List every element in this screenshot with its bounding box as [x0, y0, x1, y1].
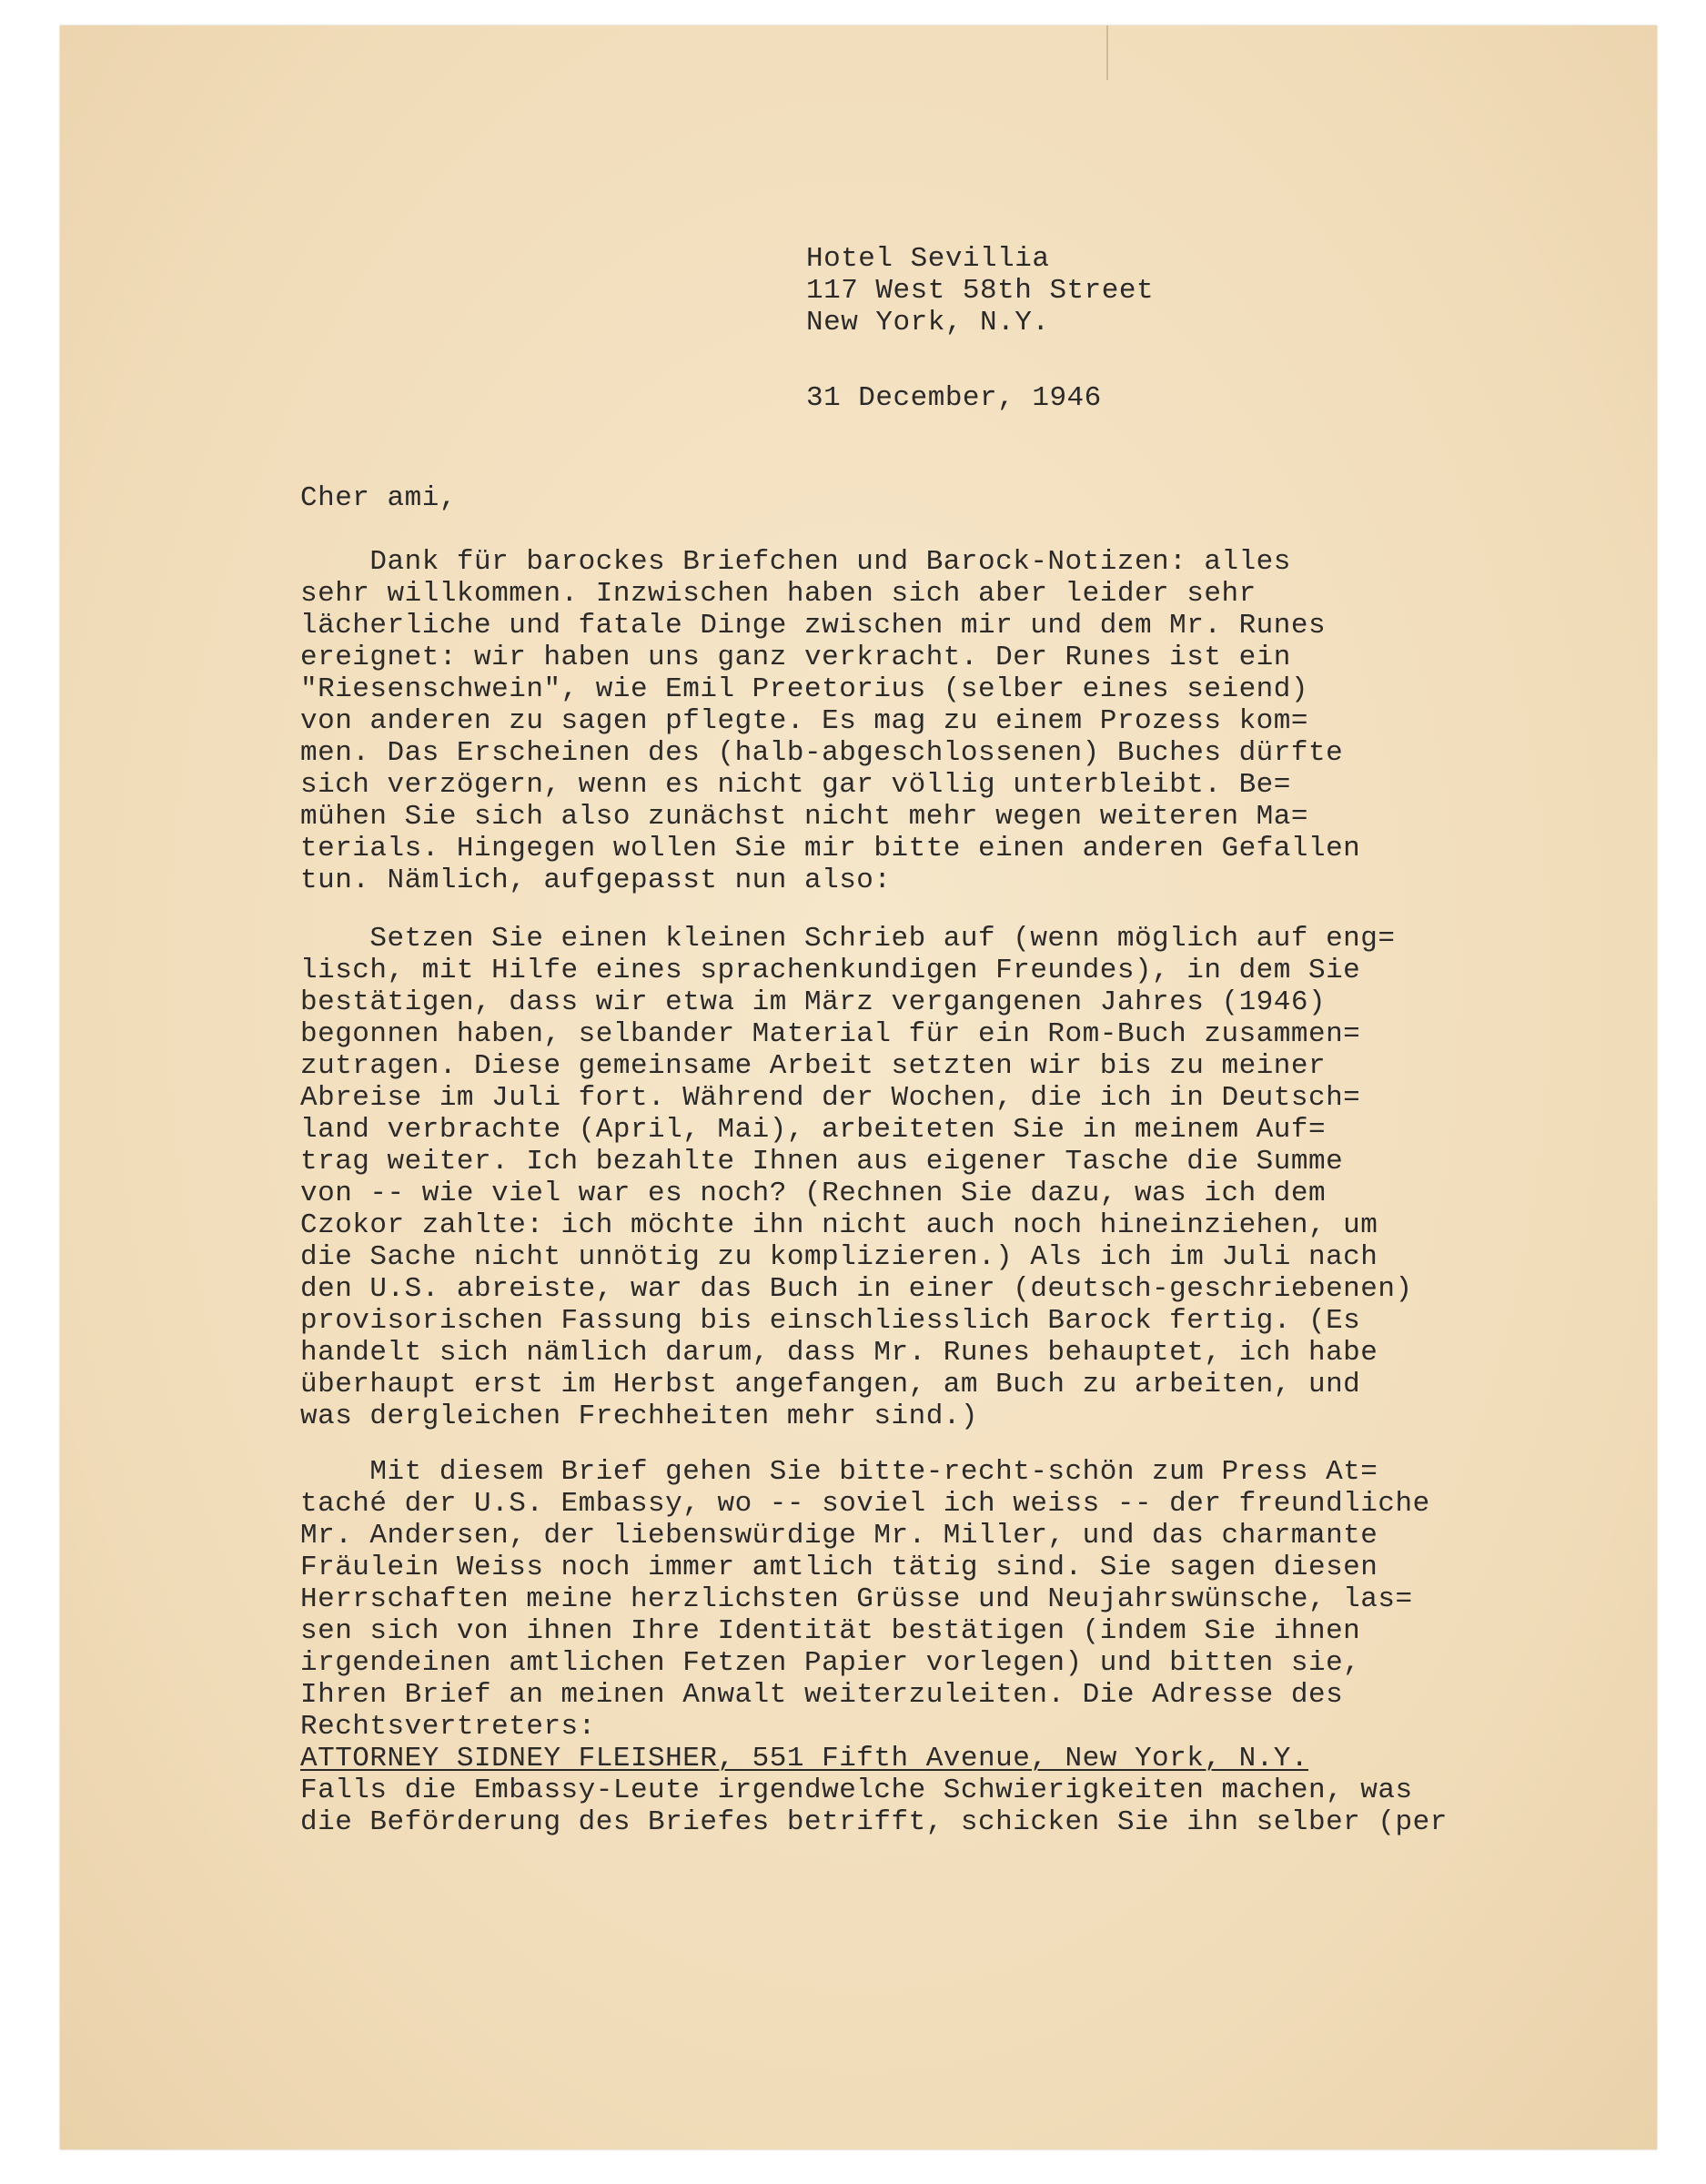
letter-date: 31 December, 1946	[806, 382, 1102, 414]
attorney-address-line: ATTORNEY SIDNEY FLEISHER, 551 Fifth Avenue, New York, N.Y.	[300, 1743, 1308, 1774]
paragraph-3	[300, 1456, 1448, 1838]
paragraph-3-body: Mit diesem Brief gehen Sie bitte-recht-schön zum Press At= taché der U.S. Embassy, wo -- soviel ich weiss -- der freundliche Mr. Andersen, der liebenswürdige Mr. Miller, und das charmante Fräulein Weiss noch immer amtlich tätig sind. Sie sagen diesen Herrschaften meine herzlichsten Grüsse und Neujahrswünsche, las= sen sich von ihnen Ihre Identität bestätigen (indem Sie ihnen irgendeinen amtlichen Fetzen Papier vorlegen) und bitten sie, Ihren Brief an meinen Anwalt weiterzuleiten. Die Adresse des Rechtsvertreters:	[300, 1456, 1430, 1743]
address-line-street: 117 West 58th Street	[806, 275, 1155, 307]
address-line-hotel: Hotel Sevillia	[806, 243, 1050, 275]
paragraph-1: Dank für barockes Briefchen und Barock-Notizen: alles sehr willkommen. Inzwischen haben sich aber leider sehr lächerliche und fatale Dinge zwischen mir und dem Mr. Runes ereignet: wir haben uns ganz verkracht. Der Runes ist ein "Riesenschwein", wie Emil Preetorius (selber eines seiend) von anderen zu sagen pflegte. Es mag zu einem Prozess kom= men. Das Erscheinen des (halb-abgeschlossenen) Buches dürfte sich verzögern, wenn es nicht gar völlig unterbleibt. Be= mühen Sie sich also zunächst nicht mehr wegen weiteren Ma= terials. Hingegen wollen Sie mir bitte einen anderen Gefallen tun. Nämlich, aufgepasst nun also:	[300, 546, 1361, 896]
address-line-city: New York, N.Y.	[806, 307, 1050, 339]
paper-fold-mark	[1106, 25, 1108, 80]
closing-lines: Falls die Embassy-Leute irgendwelche Schwierigkeiten machen, was die Beförderung des Briefes betrifft, schicken Sie ihn selber (per	[300, 1774, 1448, 1838]
paragraph-2: Setzen Sie einen kleinen Schrieb auf (wenn möglich auf eng= lisch, mit Hilfe eines sprachenkundigen Freundes), in dem Sie bestätigen, dass wir etwa im März vergangenen Jahres (1946) begonnen haben, selbander Material für ein Rom-Buch zusammen= zutragen. Diese gemeinsame Arbeit setzten wir bis zu meiner Abreise im Juli fort. Während der Wochen, die ich in Deutsch= land verbrachte (April, Mai), arbeiteten Sie in meinem Auf= trag weiter. Ich bezahlte Ihnen aus eigener Tasche die Summe von -- wie viel war es noch? (Rechnen Sie dazu, was ich dem Czokor zahlte: ich möchte ihn nicht auch noch hineinziehen, um die Sache nicht unnötig zu komplizieren.) Als ich im Juli nach den U.S. abreiste, war das Buch in einer (deutsch-geschriebenen) provisorischen Fassung bis einschliesslich Barock fertig. (Es handelt sich nämlich darum, dass Mr. Runes behauptet, ich habe überhaupt erst im Herbst angefangen, am Buch zu arbeiten, und was dergleichen Frechheiten mehr sind.)	[300, 923, 1413, 1432]
letter-sheet	[60, 25, 1657, 2149]
sender-address	[806, 243, 1154, 339]
salutation: Cher ami,	[300, 482, 457, 514]
